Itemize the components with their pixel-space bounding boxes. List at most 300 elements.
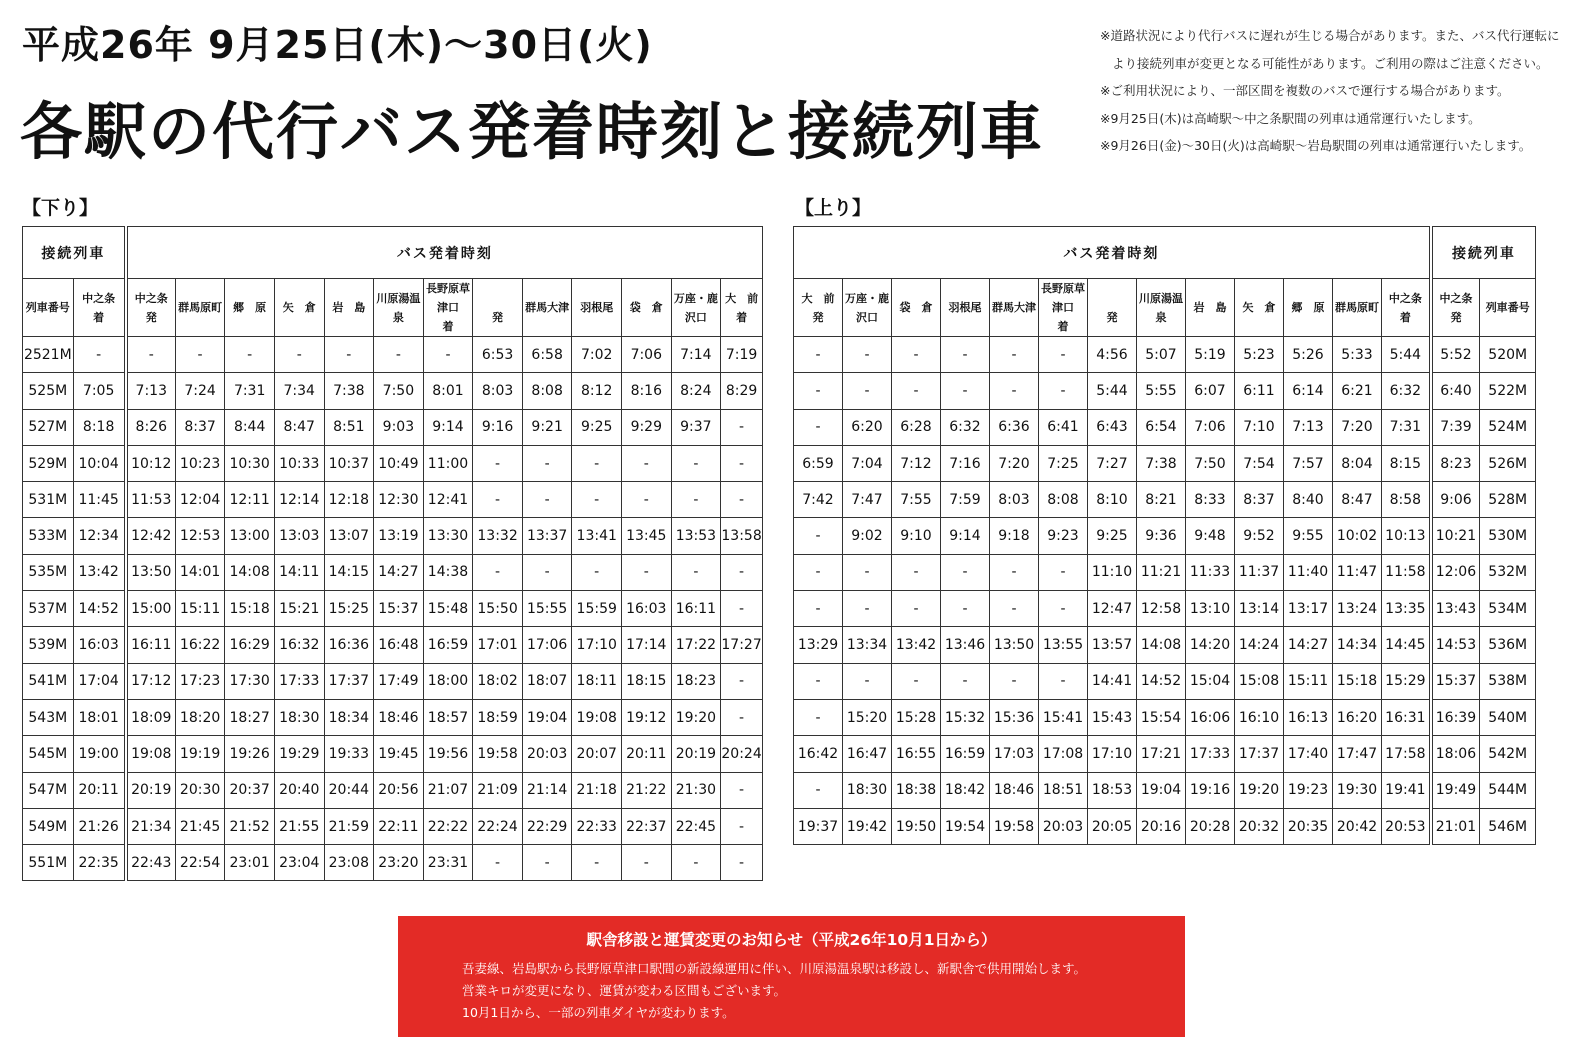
table-cell: 20:42 (1333, 808, 1382, 844)
table-cell: 6:53 (473, 337, 523, 373)
table-cell: - (892, 554, 941, 590)
table-cell: 12:04 (175, 482, 225, 518)
table-cell: 16:39 (1431, 699, 1480, 735)
table-cell: 16:55 (892, 736, 941, 772)
table-cell: 6:11 (1235, 373, 1284, 409)
notice-title: 駅舎移設と運賃変更のお知らせ（平成26年10月1日から） (586, 931, 997, 949)
table-cell: 21:26 (73, 808, 126, 844)
table-cell: - (126, 337, 176, 373)
table-cell: 10:02 (1333, 518, 1382, 554)
table-cell: - (721, 409, 763, 445)
table-cell: - (73, 337, 126, 373)
table-cell: 528M (1480, 482, 1536, 518)
table-cell: 545M (23, 736, 74, 772)
up-col-header: 川原湯温泉 (1137, 279, 1186, 337)
table-row (794, 445, 1536, 481)
table-cell: 541M (23, 663, 74, 699)
table-cell: 22:33 (572, 808, 622, 844)
table-row (794, 554, 1536, 590)
table-cell: 14:15 (324, 554, 374, 590)
down-group-bus: バス発着時刻 (126, 227, 763, 279)
table-cell: - (794, 409, 843, 445)
table-cell: 16:47 (843, 736, 892, 772)
table-cell: 533M (23, 518, 74, 554)
table-cell: 14:52 (1137, 663, 1186, 699)
table-cell: 19:45 (374, 736, 424, 772)
table-cell: 536M (1480, 627, 1536, 663)
table-cell: 11:47 (1333, 554, 1382, 590)
table-cell: - (622, 845, 672, 881)
table-cell: 6:54 (1137, 409, 1186, 445)
table-cell: 12:34 (73, 518, 126, 554)
table-cell: 534M (1480, 591, 1536, 627)
table-cell: 5:55 (1137, 373, 1186, 409)
table-cell: 21:22 (622, 772, 672, 808)
table-cell: 15:59 (572, 591, 622, 627)
note-line: ※9月25日(木)は高崎駅～中之条駅間の列車は通常運行いたします。 (1100, 110, 1481, 126)
table-cell: 18:20 (175, 699, 225, 735)
table-cell: 7:54 (1235, 445, 1284, 481)
down-col-header: 大 前 着 (721, 279, 763, 337)
table-row (794, 591, 1536, 627)
table-row (23, 409, 763, 445)
table-cell: - (941, 591, 990, 627)
table-cell: 20:32 (1235, 808, 1284, 844)
table-cell: 7:39 (1431, 409, 1480, 445)
table-cell: - (843, 554, 892, 590)
table-cell: 5:23 (1235, 337, 1284, 373)
table-cell: - (794, 663, 843, 699)
table-cell: - (175, 337, 225, 373)
table-cell: 22:24 (473, 808, 523, 844)
up-group-bus: バス発着時刻 (794, 227, 1431, 279)
table-cell: 17:47 (1333, 736, 1382, 772)
table-cell: 7:16 (941, 445, 990, 481)
table-cell: 15:00 (126, 591, 176, 627)
table-cell: 17:01 (473, 627, 523, 663)
table-cell: 8:40 (1284, 482, 1333, 518)
down-col-header: 群馬大津 (522, 279, 572, 337)
table-cell: 20:07 (572, 736, 622, 772)
down-col-header: 長野原草津口 着 (423, 279, 473, 337)
table-cell: 22:45 (671, 808, 721, 844)
table-cell: 10:23 (175, 445, 225, 481)
down-col-header: 岩 島 (324, 279, 374, 337)
down-col-header: 羽根尾 (572, 279, 622, 337)
table-cell: 21:55 (274, 808, 324, 844)
table-cell: 11:10 (1088, 554, 1137, 590)
table-cell: 7:57 (1284, 445, 1333, 481)
table-cell: 14:34 (1333, 627, 1382, 663)
table-cell: 20:11 (73, 772, 126, 808)
table-cell: 4:56 (1088, 337, 1137, 373)
up-col-header: 群馬原町 (1333, 279, 1382, 337)
table-cell: 13:46 (941, 627, 990, 663)
table-cell: 8:10 (1088, 482, 1137, 518)
table-cell: 13:29 (794, 627, 843, 663)
table-cell: - (721, 845, 763, 881)
table-cell: 21:07 (423, 772, 473, 808)
table-cell: 19:56 (423, 736, 473, 772)
table-row (23, 373, 763, 409)
table-cell: 7:31 (1382, 409, 1431, 445)
table-cell: 19:16 (1186, 772, 1235, 808)
table-cell: 8:37 (1235, 482, 1284, 518)
table-cell: - (794, 554, 843, 590)
down-col-header: 矢 倉 (274, 279, 324, 337)
table-cell: - (721, 554, 763, 590)
table-cell: 16:22 (175, 627, 225, 663)
up-col-header: 発 (1088, 279, 1137, 337)
table-row (794, 627, 1536, 663)
table-cell: 5:44 (1088, 373, 1137, 409)
table-cell: 6:59 (794, 445, 843, 481)
table-cell: 11:33 (1186, 554, 1235, 590)
table-cell: 17:40 (1284, 736, 1333, 772)
table-row (794, 409, 1536, 445)
table-cell: 7:42 (794, 482, 843, 518)
table-cell: 8:03 (990, 482, 1039, 518)
table-cell: - (721, 772, 763, 808)
table-cell: 15:21 (274, 591, 324, 627)
table-cell: - (274, 337, 324, 373)
table-cell: 8:01 (423, 373, 473, 409)
table-cell: - (1039, 373, 1088, 409)
table-cell: 17:08 (1039, 736, 1088, 772)
table-cell: - (892, 373, 941, 409)
table-cell: 16:13 (1284, 699, 1333, 735)
table-cell: 17:10 (572, 627, 622, 663)
table-cell: 8:44 (225, 409, 275, 445)
table-cell: 15:55 (522, 591, 572, 627)
table-cell: 19:49 (1431, 772, 1480, 808)
up-col-header: 袋 倉 (892, 279, 941, 337)
table-cell: 19:26 (225, 736, 275, 772)
table-cell: 16:42 (794, 736, 843, 772)
table-cell: 17:22 (671, 627, 721, 663)
table-cell: 19:20 (1235, 772, 1284, 808)
table-cell: 13:58 (721, 518, 763, 554)
down-group-connect: 接続列車 (23, 227, 126, 279)
up-col-header: 郷 原 (1284, 279, 1333, 337)
table-row (23, 845, 763, 881)
notice-line: 10月1日から、一部の列車ダイヤが変わります。 (462, 1005, 735, 1020)
down-timetable (22, 226, 763, 881)
note-line: ※ご利用状況により、一部区間を複数のバスで運行する場合があります。 (1100, 83, 1510, 98)
table-cell: 8:37 (175, 409, 225, 445)
table-cell: 16:59 (941, 736, 990, 772)
table-row (23, 808, 763, 844)
table-cell: 17:33 (274, 663, 324, 699)
table-cell: - (522, 482, 572, 518)
table-cell: - (941, 373, 990, 409)
table-cell: 9:03 (374, 409, 424, 445)
table-cell: 7:20 (1333, 409, 1382, 445)
table-cell: - (522, 845, 572, 881)
table-cell: 11:53 (126, 482, 176, 518)
up-col-header: 中之条 着 (1382, 279, 1431, 337)
table-cell: 8:08 (1039, 482, 1088, 518)
table-cell: 11:37 (1235, 554, 1284, 590)
table-cell: 524M (1480, 409, 1536, 445)
table-cell: - (1039, 591, 1088, 627)
table-cell: 13:10 (1186, 591, 1235, 627)
table-cell: 19:08 (572, 699, 622, 735)
table-cell: 7:02 (572, 337, 622, 373)
table-cell: 15:25 (324, 591, 374, 627)
table-cell: 11:45 (73, 482, 126, 518)
table-cell: 8:12 (572, 373, 622, 409)
table-cell: 16:31 (1382, 699, 1431, 735)
table-cell: 532M (1480, 554, 1536, 590)
table-cell: 7:38 (324, 373, 374, 409)
table-cell: 7:55 (892, 482, 941, 518)
table-cell: 15:04 (1186, 663, 1235, 699)
table-cell: 16:32 (274, 627, 324, 663)
table-cell: 18:34 (324, 699, 374, 735)
table-cell: 538M (1480, 663, 1536, 699)
table-cell: 13:45 (622, 518, 672, 554)
table-cell: 542M (1480, 736, 1536, 772)
note-line: より接続列車が変更となる可能性があります。ご利用の際はご注意ください。 (1112, 55, 1549, 71)
table-cell: 18:53 (1088, 772, 1137, 808)
table-cell: 8:16 (622, 373, 672, 409)
table-cell: - (324, 337, 374, 373)
table-cell: 14:45 (1382, 627, 1431, 663)
down-col-header: 川原湯温泉 (374, 279, 424, 337)
table-cell: 537M (23, 591, 74, 627)
table-cell: 21:34 (126, 808, 176, 844)
table-cell: 543M (23, 699, 74, 735)
table-cell: 17:10 (1088, 736, 1137, 772)
table-cell: 9:10 (892, 518, 941, 554)
table-cell: - (721, 663, 763, 699)
table-cell: - (522, 445, 572, 481)
table-cell: 18:01 (73, 699, 126, 735)
table-cell: 5:19 (1186, 337, 1235, 373)
table-cell: 18:46 (990, 772, 1039, 808)
table-cell: 15:20 (843, 699, 892, 735)
note-line: ※道路状況により代行バスに遅れが生じる場合があります。また、バス代行運転に (1100, 28, 1560, 43)
table-cell: - (721, 591, 763, 627)
table-cell: 12:06 (1431, 554, 1480, 590)
table-cell: 16:10 (1235, 699, 1284, 735)
table-cell: 13:57 (1088, 627, 1137, 663)
up-timetable (793, 226, 1536, 845)
table-cell: 7:27 (1088, 445, 1137, 481)
table-cell: 6:36 (990, 409, 1039, 445)
table-cell: 16:20 (1333, 699, 1382, 735)
table-cell: 20:03 (1039, 808, 1088, 844)
table-cell: 12:41 (423, 482, 473, 518)
table-cell: 13:00 (225, 518, 275, 554)
table-cell: 20:16 (1137, 808, 1186, 844)
table-cell: 21:18 (572, 772, 622, 808)
table-cell: 5:07 (1137, 337, 1186, 373)
table-cell: 15:54 (1137, 699, 1186, 735)
table-cell: 23:20 (374, 845, 424, 881)
table-row (23, 445, 763, 481)
table-row (23, 772, 763, 808)
notice-line: 営業キロが変更になり、運賃が変わる区間もございます。 (462, 983, 787, 998)
table-cell: 19:04 (1137, 772, 1186, 808)
table-cell: 7:25 (1039, 445, 1088, 481)
table-cell: 8:33 (1186, 482, 1235, 518)
table-cell: 21:14 (522, 772, 572, 808)
table-cell: 6:41 (1039, 409, 1088, 445)
table-cell: 9:23 (1039, 518, 1088, 554)
table-cell: - (374, 337, 424, 373)
table-cell: 11:58 (1382, 554, 1431, 590)
table-cell: 7:47 (843, 482, 892, 518)
table-cell: 9:14 (941, 518, 990, 554)
table-cell: 19:08 (126, 736, 176, 772)
table-cell: 7:13 (1284, 409, 1333, 445)
table-cell: - (721, 808, 763, 844)
table-cell: 19:23 (1284, 772, 1333, 808)
table-cell: - (572, 845, 622, 881)
up-col-header: 矢 倉 (1235, 279, 1284, 337)
table-cell: 13:07 (324, 518, 374, 554)
table-cell: - (794, 772, 843, 808)
table-cell: - (892, 337, 941, 373)
table-cell: 13:37 (522, 518, 572, 554)
table-cell: 5:52 (1431, 337, 1480, 373)
table-cell: 9:25 (1088, 518, 1137, 554)
table-cell: 17:37 (1235, 736, 1284, 772)
table-cell: - (671, 845, 721, 881)
table-cell: 15:18 (225, 591, 275, 627)
table-cell: 10:13 (1382, 518, 1431, 554)
notice-line: 吾妻線、岩島駅から長野原草津口駅間の新設線運用に伴い、川原湯温泉駅は移設し、新駅舎で供用開始します。 (462, 961, 1087, 976)
down-col-header: 中之条 着 (73, 279, 126, 337)
table-cell: 15:11 (175, 591, 225, 627)
table-cell: 7:05 (73, 373, 126, 409)
table-cell: 6:20 (843, 409, 892, 445)
table-cell: 8:29 (721, 373, 763, 409)
table-cell: 539M (23, 627, 74, 663)
table-cell: 531M (23, 482, 74, 518)
table-cell: 18:02 (473, 663, 523, 699)
table-cell: 20:24 (721, 736, 763, 772)
table-cell: - (990, 337, 1039, 373)
table-cell: - (843, 373, 892, 409)
table-cell: 13:42 (892, 627, 941, 663)
table-cell: 7:13 (126, 373, 176, 409)
table-cell: 10:49 (374, 445, 424, 481)
notes-block (1100, 22, 1580, 160)
table-cell: 6:21 (1333, 373, 1382, 409)
table-cell: 18:46 (374, 699, 424, 735)
table-cell: 9:29 (622, 409, 672, 445)
table-row (23, 554, 763, 590)
table-cell: 19:50 (892, 808, 941, 844)
table-cell: 13:30 (423, 518, 473, 554)
table-cell: 6:28 (892, 409, 941, 445)
up-group-connect: 接続列車 (1431, 227, 1536, 279)
table-row (794, 337, 1536, 373)
table-cell: - (1039, 337, 1088, 373)
table-cell: 6:32 (1382, 373, 1431, 409)
table-cell: 546M (1480, 808, 1536, 844)
table-cell: 9:21 (522, 409, 572, 445)
table-cell: 16:06 (1186, 699, 1235, 735)
table-cell: 525M (23, 373, 74, 409)
table-cell: 7:31 (225, 373, 275, 409)
down-col-header: 中之条 発 (126, 279, 176, 337)
table-cell: 8:47 (1333, 482, 1382, 518)
table-cell: 19:30 (1333, 772, 1382, 808)
table-cell: - (892, 591, 941, 627)
table-cell: 540M (1480, 699, 1536, 735)
table-cell: 13:03 (274, 518, 324, 554)
page-title: 各駅の代行バス発着時刻と接続列車 (20, 95, 1045, 168)
table-cell: - (794, 591, 843, 627)
table-cell: 14:38 (423, 554, 473, 590)
table-cell: - (622, 482, 672, 518)
note-line: ※9月26日(金)～30日(火)は高崎駅～岩島駅間の列車は通常運行いたします。 (1100, 138, 1532, 153)
table-cell: 18:27 (225, 699, 275, 735)
table-cell: 19:58 (990, 808, 1039, 844)
table-cell: 7:12 (892, 445, 941, 481)
table-cell: 10:21 (1431, 518, 1480, 554)
table-cell: 21:45 (175, 808, 225, 844)
table-cell: 544M (1480, 772, 1536, 808)
table-cell: 18:15 (622, 663, 672, 699)
table-cell: 13:32 (473, 518, 523, 554)
table-cell: 7:24 (175, 373, 225, 409)
table-row (794, 518, 1536, 554)
table-cell: 6:40 (1431, 373, 1480, 409)
table-cell: - (473, 482, 523, 518)
table-cell: 547M (23, 772, 74, 808)
table-cell: - (1039, 663, 1088, 699)
down-section-label: 【下り】 (22, 197, 99, 219)
table-cell: 12:14 (274, 482, 324, 518)
table-cell: - (622, 445, 672, 481)
table-cell: 20:03 (522, 736, 572, 772)
table-cell: 12:30 (374, 482, 424, 518)
table-cell: 14:11 (274, 554, 324, 590)
table-cell: 20:53 (1382, 808, 1431, 844)
table-cell: 16:48 (374, 627, 424, 663)
table-cell: - (941, 663, 990, 699)
table-cell: - (572, 554, 622, 590)
table-cell: 14:41 (1088, 663, 1137, 699)
table-cell: 18:42 (941, 772, 990, 808)
table-cell: 14:20 (1186, 627, 1235, 663)
table-cell: 18:00 (423, 663, 473, 699)
table-cell: 7:38 (1137, 445, 1186, 481)
table-cell: 11:21 (1137, 554, 1186, 590)
table-cell: 18:06 (1431, 736, 1480, 772)
table-cell: 10:12 (126, 445, 176, 481)
table-cell: 16:29 (225, 627, 275, 663)
table-cell: 22:11 (374, 808, 424, 844)
table-cell: 14:53 (1431, 627, 1480, 663)
table-cell: 5:44 (1382, 337, 1431, 373)
table-cell: 13:53 (671, 518, 721, 554)
table-cell: 19:20 (671, 699, 721, 735)
table-cell: 21:59 (324, 808, 374, 844)
up-col-header: 中之条 発 (1431, 279, 1480, 337)
table-cell: 19:41 (1382, 772, 1431, 808)
table-cell: 7:06 (622, 337, 672, 373)
table-cell: - (622, 554, 672, 590)
table-row (23, 518, 763, 554)
table-cell: - (892, 663, 941, 699)
table-cell: 9:14 (423, 409, 473, 445)
